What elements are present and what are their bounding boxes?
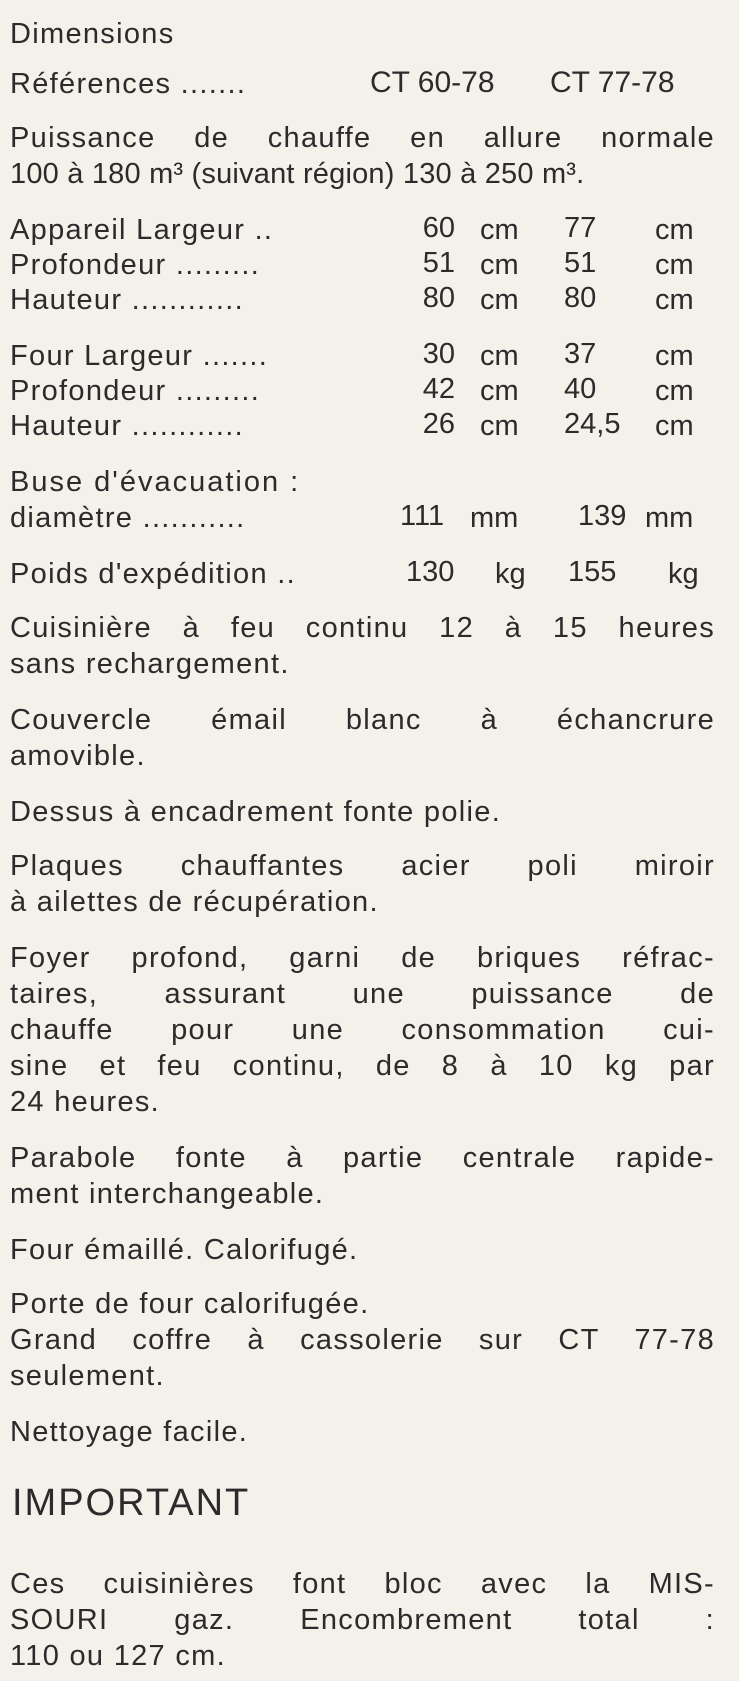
appareil-profondeur-value-1: 51 — [422, 247, 455, 279]
reference-ct-60-78: CT 60-78 — [370, 66, 495, 99]
paragraph-5-line-3: chauffe pour une consommation cui- — [10, 1014, 715, 1046]
four-profondeur-unit-1: cm — [480, 375, 519, 407]
four-profondeur-value-1: 42 — [422, 373, 455, 405]
buse-value-1: 111 — [400, 500, 445, 532]
four-profondeur-value-2: 40 — [564, 373, 597, 405]
puissance-line-2: 100 à 180 m³ (suivant région) 130 à 250 m³. — [10, 158, 585, 190]
appareil-profondeur-label: Profondeur ......... — [10, 249, 261, 281]
buse-diametre-label: diamètre ........... — [10, 502, 246, 534]
paragraph-5-line-5: 24 heures. — [10, 1086, 161, 1118]
appareil-hauteur-value-1: 80 — [422, 282, 455, 314]
appareil-profondeur-unit-1: cm — [480, 249, 519, 281]
buse-label: Buse d'évacuation : — [10, 466, 301, 498]
appareil-largeur-unit-2: cm — [655, 214, 694, 246]
important-line-3: 110 ou 127 cm. — [10, 1640, 226, 1672]
poids-value-2: 155 — [568, 556, 617, 588]
paragraph-2-line-1: Couvercle émail blanc à échancrure — [10, 704, 715, 736]
poids-label: Poids d'expédition .. — [10, 558, 296, 590]
reference-ct-77-78: CT 77-78 — [550, 66, 675, 99]
appareil-profondeur-unit-2: cm — [655, 249, 694, 281]
four-hauteur-value-1: 26 — [422, 408, 455, 440]
paragraph-7-line-1: Four émaillé. Calorifugé. — [10, 1234, 359, 1266]
four-largeur-unit-1: cm — [480, 340, 519, 372]
paragraph-8-line-2: Grand coffre à cassolerie sur CT 77-78 — [10, 1324, 715, 1356]
section-title: Dimensions — [10, 18, 175, 50]
paragraph-1-line-1: Cuisinière à feu continu 12 à 15 heures — [10, 612, 715, 644]
paragraph-5-line-1: Foyer profond, garni de briques réfrac- — [10, 942, 715, 974]
paragraph-3-line-1: Dessus à encadrement fonte polie. — [10, 796, 502, 828]
paragraph-8-line-3: seulement. — [10, 1360, 165, 1392]
important-heading: IMPORTANT — [12, 1482, 251, 1524]
appareil-hauteur-unit-1: cm — [480, 284, 519, 316]
paragraph-4-line-2: à ailettes de récupération. — [10, 886, 379, 918]
poids-value-1: 130 — [406, 556, 455, 588]
important-line-1: Ces cuisinières font bloc avec la MIS- — [10, 1568, 715, 1600]
buse-unit-1: mm — [470, 502, 519, 534]
paragraph-5-line-2: taires, assurant une puissance de — [10, 978, 715, 1010]
important-line-2: SOURI gaz. Encombrement total : — [10, 1604, 715, 1636]
puissance-line-1: Puissance de chauffe en allure normale — [10, 122, 715, 154]
references-label — [10, 70, 246, 99]
four-profondeur-unit-2: cm — [655, 375, 694, 407]
appareil-hauteur-value-2: 80 — [564, 282, 597, 314]
appareil-hauteur-unit-2: cm — [655, 284, 694, 316]
paragraph-2-line-2: amovible. — [10, 740, 146, 772]
four-hauteur-unit-1: cm — [480, 410, 519, 442]
four-hauteur-label: Hauteur ............ — [10, 410, 244, 442]
paragraph-5-line-4: sine et feu continu, de 8 à 10 kg par — [10, 1050, 715, 1082]
appareil-profondeur-value-2: 51 — [564, 247, 597, 279]
paragraph-9-line-1: Nettoyage facile. — [10, 1416, 249, 1448]
appareil-largeur-value-1: 60 — [422, 212, 455, 244]
buse-unit-2: mm — [645, 502, 694, 534]
four-hauteur-unit-2: cm — [655, 410, 694, 442]
paragraph-4-line-1: Plaques chauffantes acier poli miroir — [10, 850, 715, 882]
poids-unit-1: kg — [495, 558, 526, 590]
paragraph-6-line-2: ment interchangeable. — [10, 1178, 325, 1210]
paragraph-8-line-1: Porte de four calorifugée. — [10, 1288, 370, 1320]
four-largeur-value-2: 37 — [564, 338, 597, 370]
poids-unit-2: kg — [668, 558, 699, 590]
four-largeur-unit-2: cm — [655, 340, 694, 372]
appareil-largeur-label: Appareil Largeur .. — [10, 214, 274, 246]
paragraph-6-line-1: Parabole fonte à partie centrale rapide- — [10, 1142, 715, 1174]
four-profondeur-label: Profondeur ......... — [10, 375, 261, 407]
buse-value-2: 139 — [578, 500, 627, 532]
appareil-largeur-value-2: 77 — [564, 212, 597, 244]
appareil-largeur-unit-1: cm — [480, 214, 519, 246]
four-largeur-label: Four Largeur ....... — [10, 340, 269, 372]
paragraph-1-line-2: sans rechargement. — [10, 648, 290, 680]
four-hauteur-value-2: 24,5 — [564, 408, 621, 440]
appareil-hauteur-label: Hauteur ............ — [10, 284, 244, 316]
references-text: Références — [10, 68, 172, 100]
four-largeur-value-1: 30 — [422, 338, 455, 370]
references-leader: ....... — [180, 68, 247, 100]
